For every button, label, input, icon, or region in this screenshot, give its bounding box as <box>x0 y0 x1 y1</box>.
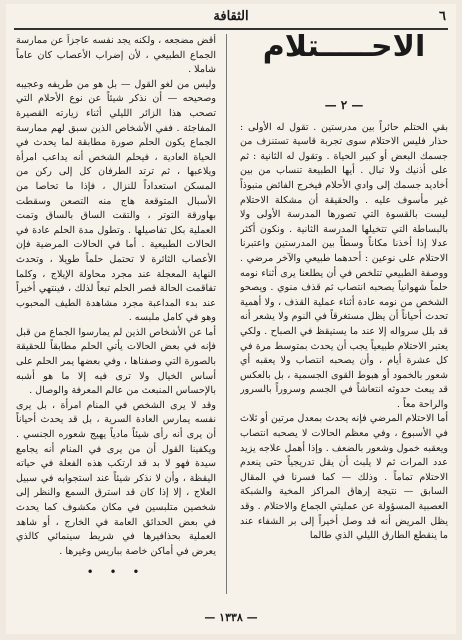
paragraph: أما الاحتلام المرضي فإنه يحدث بمعدل مرتين أو ثلاث في الأسبوع ، وفي معظم الحالات لا يصحبه انتصاب ويعقبه خمول وشعور بالضعف . وإذا أهمل علاجه يزيد عدد المرات ثم لا يلبث أن يقل تدريجياً حتى ينعدم الاحتلام تماماً . وذلك — كما فسرنا في المقال السابق — نتيجة إرهاق المراكز المخية والشبكة العصبية المسؤولة عن عمليتي الجماع والاحتلام . وقد يظل المريض أنه قد وصل أخيراً إلى بر الشفاء عند ما ينقطع الطارق الليلي الذي طالما <box>240 413 448 542</box>
left-column <box>16 34 216 594</box>
paragraph: أما عن الأشخاص الذين لم يمارسوا الجماع من قبل فإنه في بعض الحالات يأتي الحلم مطابقاً للحقيقة بالصورة التي وصفناها ، وفي بعضها يمر الحلم على أساس الخيال ولا ترى فيه إلا ما هو أشبه بالإحساس المنبعث من عالم المعرفة والوصال . <box>16 326 216 397</box>
page-header <box>14 8 448 30</box>
page-number: ٦ <box>439 9 446 24</box>
end-mark: • • • <box>86 565 146 580</box>
paragraph: بقي الحتلم حائراً بين مدرستين . تقول له الأولى : حذار فليس الاحتلام سوى تجربة قاسية تستنزف من جسمك البعض أو كبير الحياة . وتقول له الثانية : ثم على أذنيك ولا تبال . أيها الطبيعة تنساب من بين أخاديد جسمك إلى وادي الأحلام فيخرج الفائض منبوذاً غير مأسوف عليه . والحقيقة أن مشكلة الاحتلام ليست بالقسوة التي تصورها المدرسة الأولى ولا بالبساطة التي تتخيلها المدرسة الثانية . ونكون أكثر عدلا إذا أخذنا مكاناً وسطاً بين المدرستين واعتبرنا الاحتلام على نوعين : أحدهما طبيعي والآخر مرضي . ووصفة الطبيعي تتلخص في أن يطلعنا يرى أثناء نومه حلماً شهوانياً يصحبه انتصاب ثم قذف منوي . ويصحو الشخص من نومه عادة أثناء عملية القذف ، ولا أهمية تحدث أحياناً أن يظل مستغرقاً في النوم ولا يشعر أنه قد بلل سرواله إلا عند ما يستيقظ في الصباح . ولكي يعتبر الاحتلام طبيعياً يجب أن يحدث بمتوسط مرة في كل عشرة أيام ، وأن يصحبه انتصاب ولا يعقبه أي شعور بالخمود أو هبوط القوى الجسمية ، بل بالعكس قد يبعث حدوثه انتعاشاً في الجسم وسروراً بالسرور والراحة معاً . <box>240 121 448 410</box>
magazine-page <box>6 4 456 634</box>
section-number: — ٢ — <box>324 98 364 112</box>
paragraph: وقد لا يرى الشخص في المنام امرأة ، بل يرى نفسه يمارس العادة السرية ، بل قد يحدث أحياناً أن يرى أنه رأى شيئاً مادياً يهيج شعوره الجنسي . ويكفينا القول أن من يرى في المنام أنه يجامع سيدة فهو لا بد قد ارتكب هذه الفعلة في حياته اليقظة ، وأن لا نذكر شيئاً عند استجوابه في سبيل العلاج ، إلا إذا كان قد استرق السمع والنظر إلى شخصين متلبسين في مكان مكشوف كما يحدث في بعض الحدائق العامة في الخارج ، أو شاهد العملية بحذافيرها في شريط سينمائي كالذي يعرض في أماكن خاصة بباريس وغيرها . <box>16 399 216 557</box>
article-body <box>16 34 448 594</box>
article-title: الاحـــــتلام <box>262 34 426 64</box>
paragraph: وليس من لغو القول — بل هو من طريفه وعجيبه وصحيحه — أن نذكر شيئاً عن نوع الأحلام التي تصحب هذا الزائر الليلي أثناء زيارته القصيرة المفاجئة . ففي الأشخاص الذين سبق لهم ممارسة الجماع يكون الحلم صورة مطابقة لما يحدث في الحياة العادية ، فيحلم الشخص أنه يداعب امرأة ويلاعبها ، ثم ترتد الطرفان كل إلى ركن من المسكن استعداداً للنزال ، فإذا ما تحاصا من الأسبال المتوقعة هاج منه التصعن وسقطت بهاورقة التوتر ، والتقت الساق بالساق وتمت العملية بكل تفاصيلها . وتطول مدة الحلم عادة في الحالات الطبيعية . أما في الحالات المرضية فإن الأعصاب الثائرة لا تحتمل حلماً طويلا ، وتحدث النهاية المعجلة عند مجرد محاولة الإيلاج ، وكلما تفاقمت الحالة قصر الحلم تبعاً لذلك ، فينتهي أخيراً عند بدء المداعبة مجرد مشاهدة الطيف المحبوب وهو في كامل ملبسه . <box>16 78 216 324</box>
paragraph: أقض مضجعه ، ولكنه يجد نفسه عاجزاً عن ممارسة الجماع الطبيعي ، لأن إضراب الأعصاب كان عاماً شاملا . <box>16 35 216 76</box>
journal-name: الثقافة <box>213 9 249 24</box>
page-footer-number: — ١٣٣٨ — <box>204 611 258 624</box>
title-box <box>240 34 448 96</box>
right-column <box>240 34 448 594</box>
